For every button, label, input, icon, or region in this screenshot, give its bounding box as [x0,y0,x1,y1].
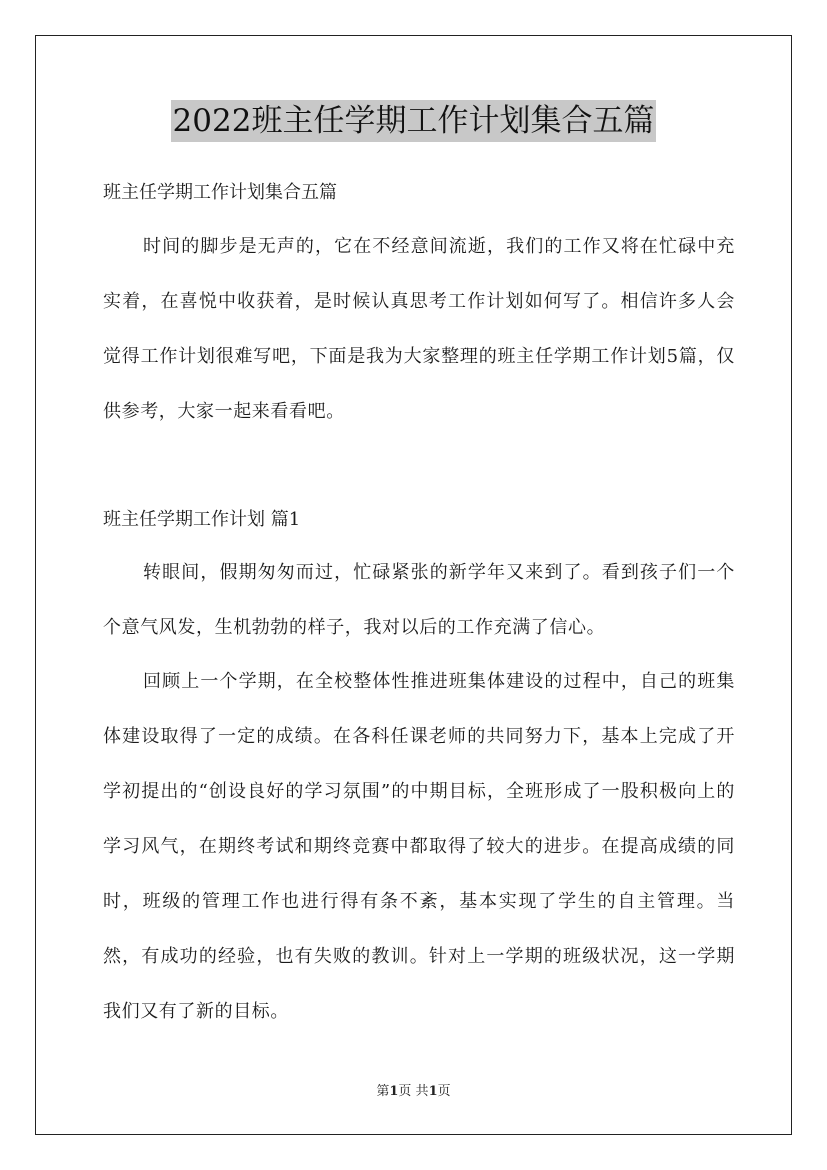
footer-page-prefix: 第 [376,1084,390,1099]
body-paragraph: 转眼间，假期匆匆而过，忙碌紧张的新学年又来到了。看到孩子们一个个意气风发，生机勃勃的样子，我对以后的工作充满了信心。 [103,562,735,638]
footer-page-mid: 页 共 [398,1084,429,1099]
intro-paragraph: 时间的脚步是无声的，它在不经意间流逝，我们的工作又将在忙碌中充实着，在喜悦中收获着，是时候认真思考工作计划如何写了。相信许多人会觉得工作计划很难写吧，下面是我为大家整理的班主任学期工作计划5篇，仅供参考，大家一起来看看吧。 [103,236,735,422]
section-heading: 班主任学期工作计划 篇1 [103,509,301,530]
footer-page-total: 1 [428,1084,438,1099]
footer-page-suffix: 页 [437,1084,451,1099]
body-paragraph: 回顾上一个学期，在全校整体性推进班集体建设的过程中，自己的班集体建设取得了一定的成绩。在各科任课老师的共同努力下，基本上完成了开学初提出的“创设良好的学习氛围”的中期目标，全班形成了一股积极向上的学习风气，在期终考试和期终竞赛中都取得了较大的进步。在提高成绩的同时，班级的管理工作也进行得有条不紊，基本实现了学生的自主管理。当然，有成功的经验，也有失败的教训。针对上一学期的班级状况，这一学期我们又有了新的目标。 [103,671,735,1022]
page-footer [0,1083,827,1101]
document-subtitle: 班主任学期工作计划集合五篇 [103,182,337,203]
document-title: 2022班主任学期工作计划集合五篇 [171,100,657,142]
title-container [0,100,827,142]
footer-page-current: 1 [389,1084,399,1099]
